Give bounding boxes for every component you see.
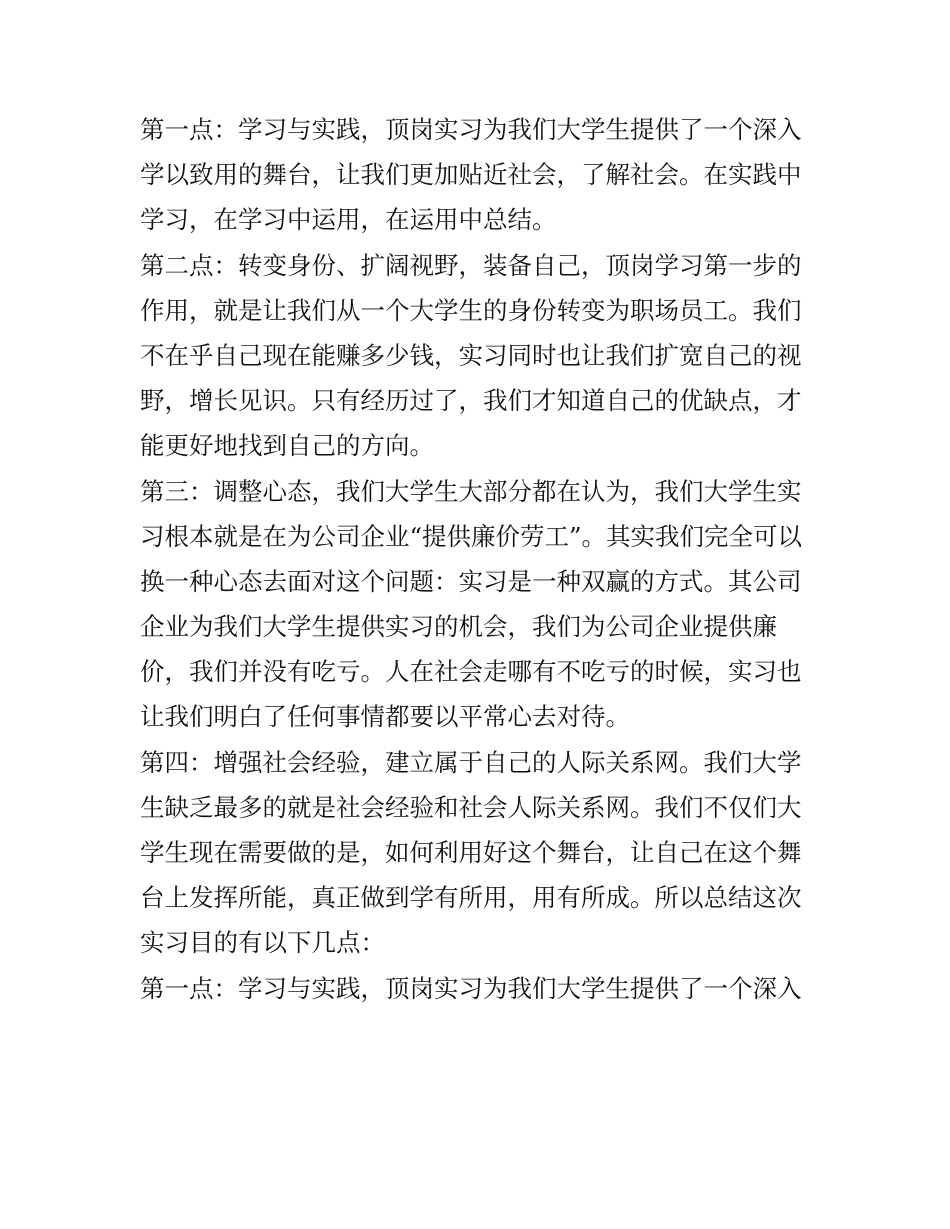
text-line: 学以致用的舞台，让我们更加贴近社会，了解社会。在实践中 xyxy=(140,160,802,190)
text-line: 生缺乏最多的就是社会经验和社会人际关系网。我们不仅们大 xyxy=(140,792,802,822)
text-line: 第四：增强社会经验，建立属于自己的人际关系网。我们大学 xyxy=(140,747,802,777)
text-line: 企业为我们大学生提供实习的机会，我们为公司企业提供廉 xyxy=(140,612,777,642)
text-line: 习根本就是在为公司企业“提供廉价劳工”。其实我们完全可以 xyxy=(140,521,803,551)
body-text xyxy=(140,107,820,1011)
text-line: 作用，就是让我们从一个大学生的身份转变为职场员工。我们 xyxy=(140,295,802,325)
text-line: 野，增长见识。只有经历过了，我们才知道自己的优缺点，才 xyxy=(140,386,802,416)
text-line: 实习目的有以下几点： xyxy=(140,928,385,958)
text-line: 第二点：转变身份、扩阔视野，装备自己，顶岗学习第一步的 xyxy=(140,250,802,280)
text-line: 换一种心态去面对这个问题：实习是一种双赢的方式。其公司 xyxy=(140,566,802,596)
text-line: 价，我们并没有吃亏。人在社会走哪有不吃亏的时候，实习也 xyxy=(140,657,802,687)
text-line: 第三：调整心态，我们大学生大部分都在认为，我们大学生实 xyxy=(140,476,802,506)
text-line: 学习，在学习中运用，在运用中总结。 xyxy=(140,205,557,235)
text-line: 能更好地找到自己的方向。 xyxy=(140,431,434,461)
text-line: 台上发挥所能，真正做到学有所用，用有所成。所以总结这次 xyxy=(140,883,802,913)
text-line: 第一点：学习与实践，顶岗实习为我们大学生提供了一个深入 xyxy=(140,115,802,144)
text-line: 学生现在需要做的是，如何利用好这个舞台，让自己在这个舞 xyxy=(140,838,802,867)
text-line: 不在乎自己现在能赚多少钱，实习同时也让我们扩宽自己的视 xyxy=(140,340,802,370)
text-line: 让我们明白了任何事情都要以平常心去对待。 xyxy=(140,702,630,732)
text-line: 第一点：学习与实践，顶岗实习为我们大学生提供了一个深入 xyxy=(140,973,802,1003)
